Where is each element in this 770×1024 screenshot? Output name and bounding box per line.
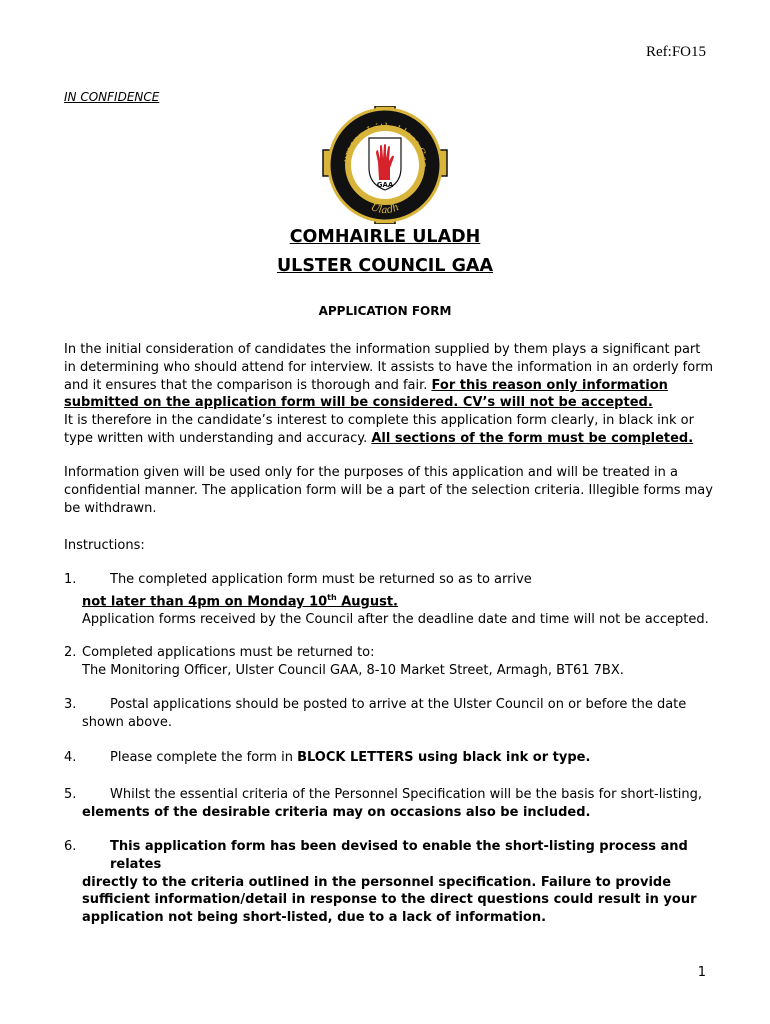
- intro-emphasis: For this reason only information submitted on the application form will be considered. CV’s will not be accepted.: [64, 377, 668, 411]
- logo-top-text: umann Lúthchleas Gae: [341, 121, 430, 168]
- item-text: Postal applications should be posted to arrive at the Ulster Council on or before the date: [110, 697, 687, 712]
- instruction-item: [64, 786, 714, 822]
- instructions-label: Instructions:: [64, 538, 145, 553]
- item-number: 1.: [64, 572, 77, 587]
- item-emphasis: BLOCK LETTERS using black ink or type.: [297, 750, 591, 765]
- intro-text: In the initial consideration of candidates the information supplied by them plays a significant part in determining who should attend for interview. It assists to have the information in an orderly form and it ensures that the comparison is thorough and fair.: [64, 342, 713, 393]
- item-text: This application form has been devised to enable the short-listing process and relates: [110, 839, 688, 872]
- form-subtitle: APPLICATION FORM: [318, 304, 452, 318]
- item-emphasis: directly to the criteria outlined in the personnel specification. Failure to provide sufficient information/detail in response to the direct questions could result in your application not being short-listed, due to a lack of information.: [82, 874, 697, 926]
- item-text: Completed applications must be returned to:: [82, 645, 375, 660]
- instruction-item: [64, 838, 714, 927]
- item-number: 4.: [64, 750, 77, 765]
- deadline-post: August.: [336, 594, 398, 610]
- intro-paragraph: [64, 341, 714, 448]
- confidential-label: IN CONFIDENCE: [64, 90, 160, 104]
- deadline-text: [64, 589, 714, 611]
- instruction-item: [64, 644, 714, 680]
- item-text: The completed application form must be returned so as to arrive: [110, 572, 532, 587]
- council-title-irish: COMHAIRLE ULADH: [289, 227, 481, 247]
- item-text: shown above.: [82, 714, 172, 730]
- logo-badge: GAA: [376, 181, 394, 189]
- item-number: 6.: [64, 839, 77, 854]
- ulster-gaa-logo: [319, 106, 451, 224]
- item-text: Whilst the essential criteria of the Personnel Specification will be the basis for short-listing,: [110, 787, 703, 802]
- intro-emphasis-2: All sections of the form must be completed.: [371, 430, 694, 446]
- document-reference: Ref:FO15: [646, 44, 706, 60]
- item-number: 5.: [64, 787, 77, 802]
- intro-text-2: It is therefore in the candidate’s interest to complete this application form clearly, in black ink or type written with understanding and accuracy.: [64, 413, 694, 446]
- confidentiality-paragraph: Information given will be used only for the purposes of this application and will be treated in a confidential manner. The application form will be a part of the selection criteria. Illegible forms may be withdrawn.: [64, 465, 713, 516]
- council-title-english: ULSTER COUNCIL GAA: [276, 256, 494, 276]
- item-emphasis: elements of the desirable criteria may on occasions also be included.: [82, 804, 591, 820]
- instruction-item: [64, 749, 714, 767]
- deadline-pre: not later than 4pm on Monday 10: [82, 594, 328, 610]
- item-number: 3.: [64, 697, 77, 712]
- logo-bottom-text: Uladh: [369, 202, 401, 217]
- item-number: 2.: [64, 645, 77, 660]
- item-text: Please complete the form in: [110, 750, 298, 765]
- page-number: 1: [697, 965, 706, 980]
- instruction-item: [64, 696, 714, 732]
- instruction-item: [64, 571, 714, 629]
- deadline-sup: th: [327, 592, 337, 602]
- return-address: The Monitoring Officer, Ulster Council GAA, 8-10 Market Street, Armagh, BT61 7BX.: [82, 662, 624, 678]
- item-text: Application forms received by the Council after the deadline date and time will not be accepted.: [82, 611, 709, 627]
